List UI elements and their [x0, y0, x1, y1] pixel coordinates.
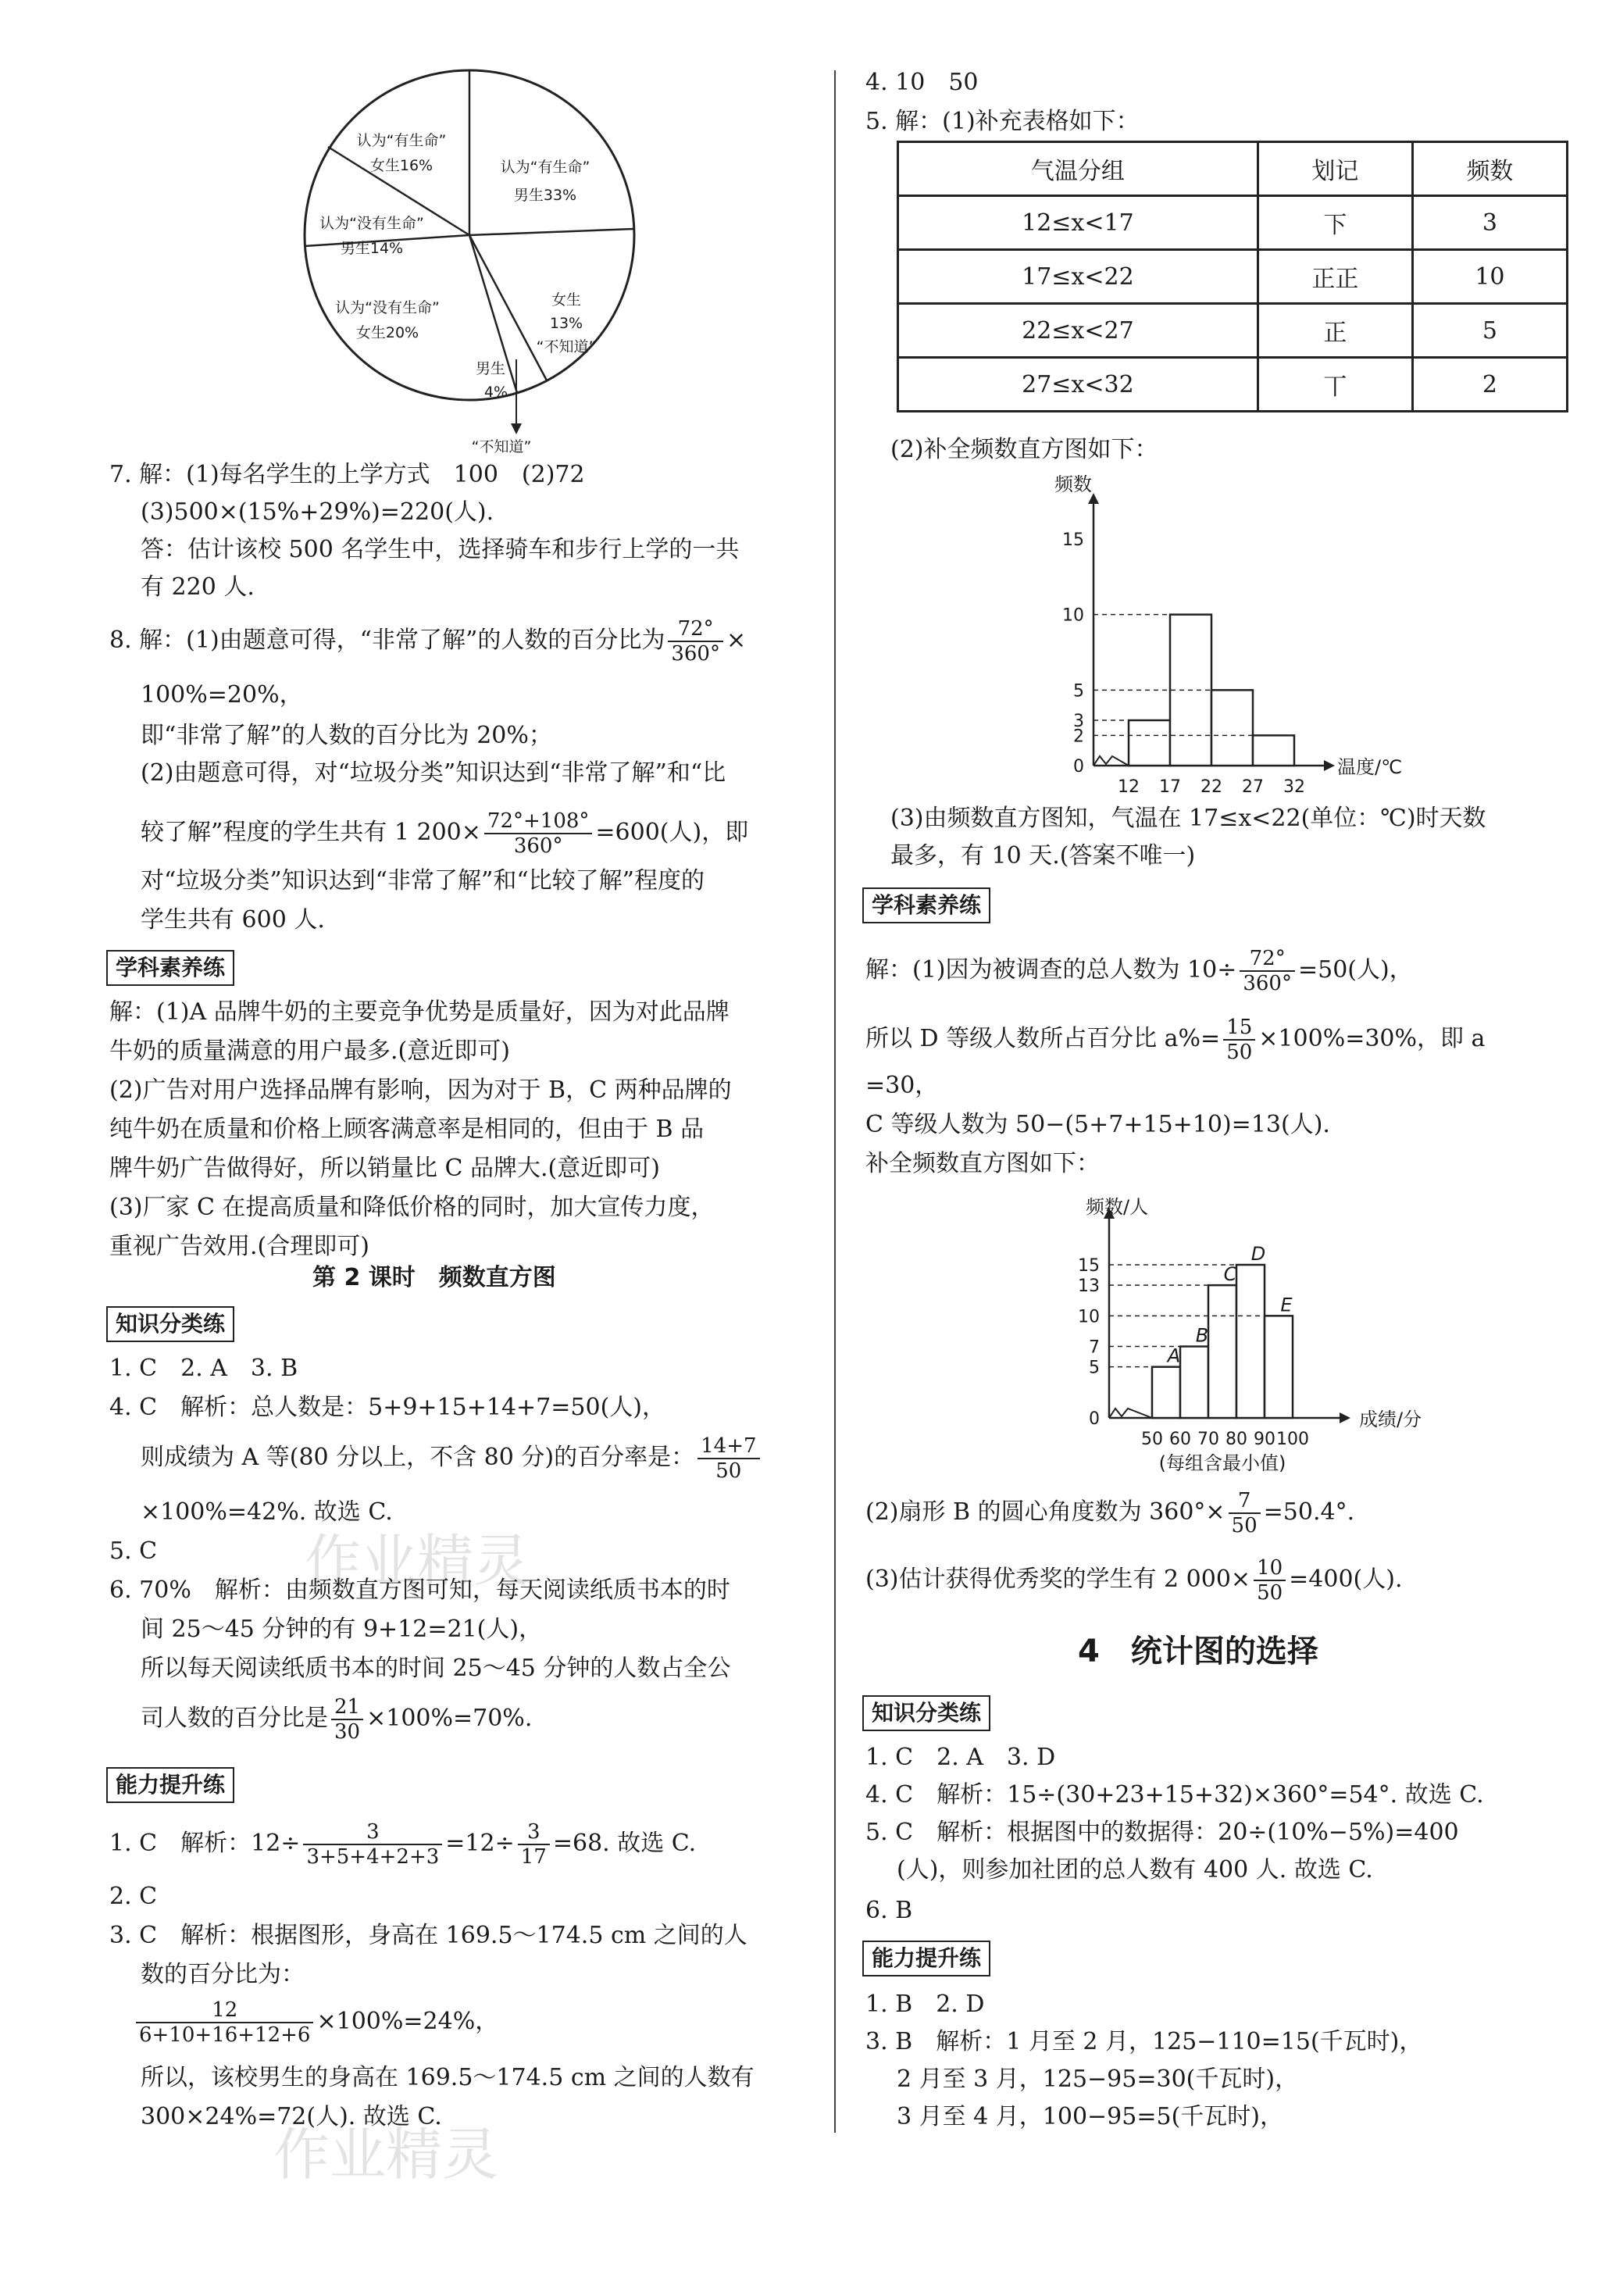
chart-note: (每组含最小值) [1158, 1452, 1286, 1474]
section-label: 知识分类练 [106, 1306, 234, 1342]
y-line: 1. C 2. A 3. D [865, 1744, 1056, 1771]
table-header: 气温分组 [898, 142, 1258, 196]
s1-line: 牌牛奶广告做得好，所以销量比 C 品牌大.(意近即可) [109, 1155, 660, 1182]
s1-line: 解：(1)A 品牌牛奶的主要竞争优势是质量好，因为对此品牌 [109, 998, 730, 1026]
x-line: 解：(1)因为被调查的总人数为 10÷ $\frac{72^\circ}{360^\circ}$ =50(人)， [865, 947, 1413, 995]
pie-chart [297, 62, 656, 469]
table-row [898, 304, 1568, 358]
y-tick-label: 15 [1062, 530, 1084, 550]
q7-line: (3)500×(15%+29%)=220(人). [141, 498, 494, 526]
y-axis-label: 频数 [1054, 473, 1092, 495]
temperature-table [897, 141, 1568, 412]
table-header-row [898, 142, 1568, 196]
k-line: 则成绩为 A 等(80 分以上，不含 80 分)的百分率是： $\frac{14+7}{50}$ [141, 1434, 763, 1483]
bar-label: D [1250, 1243, 1266, 1265]
table-header: 频数 [1412, 142, 1567, 196]
x-line: C 等级人数为 50−(5+7+15+10)=13(人). [865, 1111, 1330, 1138]
pie-callout-label: “不知道” [471, 438, 532, 455]
table-cell: 2 [1412, 358, 1567, 412]
table-cell: 5 [1412, 304, 1567, 358]
column-divider [834, 70, 836, 2133]
x-tick-label: 32 [1283, 777, 1305, 797]
y-tick-label: 2 [1073, 727, 1084, 747]
x-tick-label: 17 [1159, 777, 1181, 797]
n-line: 3. C 解析：根据图形，身高在 169.5～174.5 cm 之间的人 [109, 1922, 747, 1949]
table-cell: 27≤x<32 [898, 358, 1258, 412]
s1-line: (3)厂家 C 在提高质量和降低价格的同时，加大宣传力度， [109, 1194, 715, 1221]
axis-break [1109, 1409, 1152, 1418]
y-line: 4. C 解析：15÷(30+23+15+32)×360°=54°. 故选 C. [865, 1781, 1484, 1809]
y-tick-label: 10 [1078, 1307, 1100, 1327]
watermark: 作业精灵 [273, 2122, 499, 2187]
x-tick-label: 27 [1242, 777, 1264, 797]
s1-line: 重视广告效用.(合理即可) [109, 1233, 369, 1260]
x-tick-label: 12 [1118, 777, 1140, 797]
pie-divider [469, 235, 547, 380]
table-cell: 正 [1258, 304, 1412, 358]
q7-line: 答：估计该校 500 名学生中，选择骑车和步行上学的一共 [141, 536, 740, 563]
chapter-title: 4 统计图的选择 [1078, 1634, 1318, 1669]
section-label: 学科素养练 [106, 950, 234, 986]
k-line: 司人数的百分比是 $\frac{21}{30}$ ×100%=70%. [141, 1695, 533, 1744]
y-tick-label: 0 [1089, 1409, 1100, 1429]
pie-label: 认为“没有生命” [335, 299, 440, 316]
k-line: 4. C 解析：总人数是：5+9+15+14+7=50(人)， [109, 1394, 665, 1421]
n-line: 所以，该校男生的身高在 169.5～174.5 cm 之间的人数有 [141, 2064, 755, 2091]
z-line: 1. B 2. D [865, 1991, 985, 2018]
x-axis-label: 成绩/分 [1359, 1409, 1422, 1430]
y-line: 5. C 解析：根据图中的数据得：20÷(10%−5%)=400 [865, 1819, 1459, 1846]
n-line: 数的百分比为： [141, 1961, 305, 1988]
y-tick-label: 5 [1089, 1358, 1100, 1378]
pie-label: 认为“没有生命” [319, 215, 424, 232]
q7-line: 7. 解：(1)每名学生的上学方式 100 (2)72 [109, 461, 585, 488]
k-line: 5. C [109, 1537, 158, 1565]
bar [1265, 1316, 1293, 1418]
x-tick-label: 60 [1169, 1430, 1191, 1449]
pie-label: 女生 [551, 291, 582, 309]
q8-line: 即“非常了解”的人数的百分比为 20%； [141, 722, 552, 749]
x-tick-label: 22 [1201, 777, 1222, 797]
z-line: 3. B 解析：1 月至 2 月，125−110=15(千瓦时)， [865, 2028, 1423, 2055]
k-line: 6. 70% 解析：由频数直方图可知，每天阅读纸质书本的时 [109, 1576, 730, 1604]
x-line: =30， [865, 1072, 939, 1099]
q8-line: 学生共有 600 人. [141, 906, 325, 934]
y-tick-label: 15 [1078, 1256, 1100, 1276]
pie-label: 男生14% [340, 240, 404, 257]
bar-label: C [1223, 1263, 1237, 1286]
y-tick-label: 7 [1089, 1337, 1100, 1358]
section-label: 知识分类练 [862, 1695, 990, 1731]
r-line: 5. 解：(1)补充表格如下： [865, 108, 1140, 135]
table-row [898, 250, 1568, 304]
r-line: (2)补全频数直方图如下： [890, 436, 1158, 463]
x-line: 所以 D 等级人数所占百分比 a%= $\frac{15}{50}$ ×100%=30%，即 a [865, 1016, 1486, 1064]
score-histogram [1008, 1184, 1445, 1488]
n-line: 1. C 解析：12÷ $\frac{3}{3+5+4+2+3}$ =12÷ $\frac{3}{17}$ =68. 故选 C. [109, 1820, 697, 1869]
x-tick-label: 90 [1254, 1430, 1275, 1449]
table-cell: 正正 [1258, 250, 1412, 304]
axis-break [1093, 756, 1129, 766]
pie-label: 认为“有生命” [356, 132, 447, 149]
pie-label: “不知道” [536, 338, 597, 355]
x-line: 补全频数直方图如下： [865, 1150, 1100, 1177]
k-line: 所以每天阅读纸质书本的时间 25～45 分钟的人数占全公 [141, 1655, 731, 1682]
table-cell: 17≤x<22 [898, 250, 1258, 304]
bar [1208, 1285, 1236, 1418]
pie-label: 男生 [475, 360, 506, 377]
x-axis-label: 温度/℃ [1337, 756, 1403, 778]
z-line: 2 月至 3 月，125−95=30(千瓦时)， [897, 2066, 1299, 2093]
k-line: 间 25～45 分钟的有 9+12=21(人)， [141, 1616, 543, 1643]
pie-label: 4% [483, 384, 508, 401]
q7-line: 有 220 人. [141, 573, 255, 601]
bar [1253, 735, 1294, 766]
bar [1129, 720, 1170, 766]
x-tick-label: 80 [1225, 1430, 1247, 1449]
r-line: (3)由频数直方图知，气温在 17≤x<22(单位：℃)时天数 [890, 805, 1486, 832]
y-tick-label: 0 [1073, 757, 1084, 777]
q8-line: 较了解”程度的学生共有 1 200× $\frac{72^\circ+108^\circ}{360^\circ}$ =600(人)，即 [141, 809, 749, 858]
table-cell: 10 [1412, 250, 1567, 304]
pie-label: 13% [549, 315, 583, 332]
y-axis-label: 频数/人 [1086, 1196, 1149, 1218]
watermark: 作业精灵 [305, 1528, 530, 1594]
q8-line: 8. 解：(1)由题意可得，“非常了解”的人数的百分比为 $\frac{72^\circ}{360^\circ}$ × [109, 617, 747, 666]
table-cell: 下 [1258, 196, 1412, 250]
section-label: 能力提升练 [862, 1941, 990, 1976]
pie-label: 女生16% [369, 157, 433, 174]
x-tick-label: 70 [1197, 1430, 1219, 1449]
bar-label: B [1195, 1324, 1209, 1347]
table-row [898, 196, 1568, 250]
bar [1236, 1265, 1265, 1418]
lesson-title: 第 2 课时 频数直方图 [312, 1264, 556, 1291]
n-line: $\frac{12}{6+10+16+12+6}$ ×100%=24%， [133, 1998, 498, 2047]
pie-label: 男生33% [513, 187, 577, 204]
section-label: 能力提升练 [106, 1767, 234, 1803]
s1-line: 牛奶的质量满意的用户最多.(意近即可) [109, 1037, 510, 1065]
y-tick-label: 10 [1062, 605, 1084, 626]
y-tick-label: 3 [1073, 712, 1084, 731]
table-cell: 22≤x<27 [898, 304, 1258, 358]
section-label: 学科素养练 [862, 887, 990, 923]
bar [1152, 1367, 1180, 1418]
x-axis-arrow [1324, 760, 1335, 771]
pie-label: 女生20% [355, 324, 419, 341]
k-line: 1. C 2. A 3. B [109, 1355, 298, 1382]
x-line: (3)估计获得优秀奖的学生有 2 000× $\frac{10}{50}$ =400(人). [865, 1556, 1403, 1605]
callout-arrowhead [511, 423, 522, 434]
table-row [898, 358, 1568, 412]
pie-divider [469, 229, 633, 235]
n-line: 300×24%=72(人). 故选 C. [141, 2103, 442, 2130]
s1-line: (2)广告对用户选择品牌有影响，因为对于 B，C 两种品牌的 [109, 1077, 732, 1104]
table-cell: 3 [1412, 196, 1567, 250]
bar-label: E [1280, 1294, 1293, 1316]
s1-line: 纯牛奶在质量和价格上顾客满意率是相同的，但由于 B 品 [109, 1116, 705, 1143]
temperature-histogram [1039, 469, 1429, 797]
bar [1180, 1347, 1208, 1418]
table-header: 划记 [1258, 142, 1412, 196]
x-tick-label: 100 [1276, 1430, 1309, 1449]
x-axis-arrow [1340, 1412, 1350, 1423]
y-tick-label: 5 [1073, 681, 1084, 702]
x-tick-label: 50 [1141, 1430, 1163, 1449]
r-line: 4. 10 50 [865, 69, 979, 96]
table-cell: 12≤x<17 [898, 196, 1258, 250]
y-line: 6. B [865, 1897, 913, 1924]
table-cell: 丅 [1258, 358, 1412, 412]
y-line: (人)，则参加社团的总人数有 400 人. 故选 C. [897, 1856, 1373, 1884]
r-line: 最多，有 10 天.(答案不唯一) [890, 842, 1196, 869]
q8-line: (2)由题意可得，对“垃圾分类”知识达到“非常了解”和“比 [141, 759, 726, 787]
q8-line: 100%=20%， [141, 681, 303, 709]
bar-label: A [1167, 1344, 1181, 1367]
pie-label: 认为“有生命” [500, 159, 590, 176]
z-line: 3 月至 4 月，100−95=5(千瓦时)， [897, 2103, 1283, 2130]
bar [1211, 690, 1253, 766]
y-tick-label: 13 [1078, 1277, 1100, 1297]
q8-line: 对“垃圾分类”知识达到“非常了解”和“比较了解”程度的 [141, 867, 705, 894]
k-line: ×100%=42%. 故选 C. [141, 1498, 393, 1526]
n-line: 2. C [109, 1883, 158, 1910]
x-line: (2)扇形 B 的圆心角度数为 360°× $\frac{7}{50}$ =50.4°. [865, 1489, 1355, 1537]
